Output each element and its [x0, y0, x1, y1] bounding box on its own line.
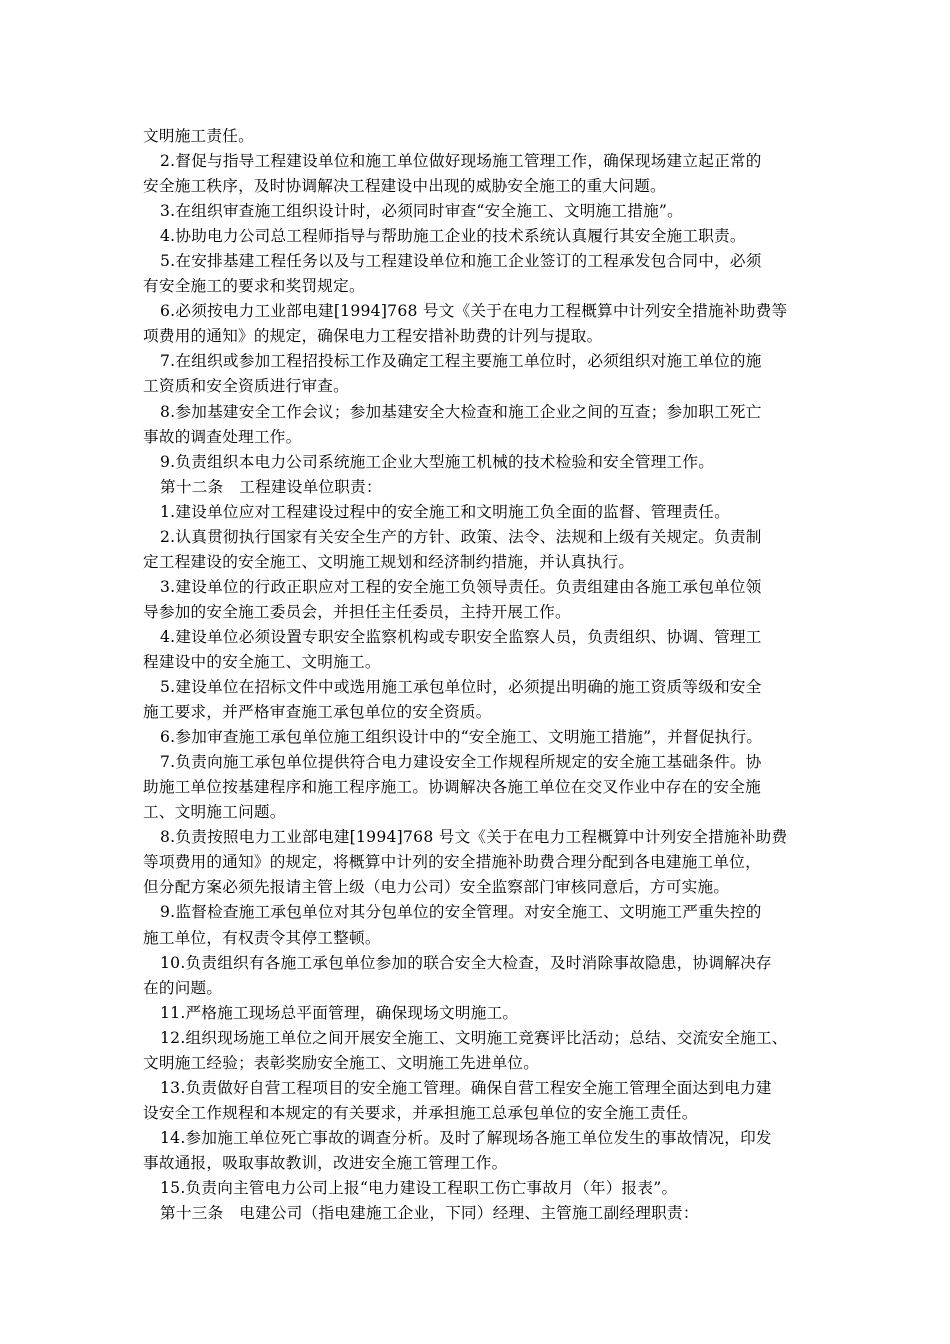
text-line: 3.建设单位的行政正职应对工程的安全施工负领导责任。负责组建由各施工承包单位领	[160, 577, 762, 596]
text-line: 工、文明施工问题。	[143, 803, 286, 822]
text-line: 文明施工责任。	[143, 127, 254, 145]
text-line: 施工要求，并严格审查施工承包单位的安全资质。	[143, 703, 492, 722]
text-line: 事故通报，吸取事故教训，改进安全施工管理工作。	[143, 1153, 508, 1172]
text-line: 助施工单位按基建程序和施工程序施工。协调解决各施工单位在交叉作业中存在的安全施	[143, 778, 761, 797]
text-line: 9.负责组织本电力公司系统施工企业大型施工机械的技术检验和安全管理工作。	[160, 452, 715, 471]
text-line: 等项费用的通知》的规定，将概算中计列的安全措施补助费合理分配到各电建施工单位，	[143, 853, 761, 872]
text-line: 12.组织现场施工单位之间开展安全施工、文明施工竞赛评比活动；总结、交流安全施工、	[160, 1028, 788, 1047]
text-line: 第十二条 工程建设单位职责：	[160, 477, 382, 496]
text-line: 施工单位，有权责令其停工整顿。	[143, 928, 381, 947]
text-line: 8.负责按照电力工业部电建[1994]768 号文《关于在电力工程概算中计列安全措施补助费	[160, 828, 788, 847]
text-line: 工资质和安全资质进行审查。	[143, 377, 349, 396]
text-line: 6.参加审查施工承包单位施工组织设计中的“安全施工、文明施工措施”，并督促执行。	[160, 728, 763, 747]
text-line: 3.在组织审查施工组织设计时，必须同时审查“安全施工、文明施工措施”。	[160, 202, 683, 221]
text-line: 但分配方案必须先报请主管上级（电力公司）安全监察部门审核同意后，方可实施。	[143, 878, 730, 897]
text-line: 14.参加施工单位死亡事故的调查分析。及时了解现场各施工单位发生的事故情况，印发	[160, 1128, 772, 1147]
text-line: 在的问题。	[143, 978, 223, 997]
text-line: 文明施工经验；表彰奖励安全施工、文明施工先进单位。	[143, 1053, 540, 1072]
text-line: 11.严格施工现场总平面管理，确保现场文明施工。	[160, 1003, 519, 1022]
text-line: 6.必须按电力工业部电建[1994]768 号文《关于在电力工程概算中计列安全措施补助费等	[160, 302, 788, 321]
text-line: 4.协助电力公司总工程师指导与帮助施工企业的技术系统认真履行其安全施工职责。	[160, 227, 746, 246]
text-line: 7.在组织或参加工程招投标工作及确定工程主要施工单位时，必须组织对施工单位的施	[160, 352, 762, 371]
text-line: 7.负责向施工承包单位提供符合电力建设安全工作规程所规定的安全施工基础条件。协	[160, 753, 762, 772]
text-line: 有安全施工的要求和奖罚规定。	[143, 277, 365, 296]
text-line: 程建设中的安全施工、文明施工。	[143, 652, 381, 671]
text-line: 10.负责组织有各施工承包单位参加的联合安全大检查，及时消除事故隐患，协调解决存	[160, 953, 772, 972]
text-line: 2.认真贯彻执行国家有关安全生产的方针、政策、法令、法规和上级有关规定。负责制	[160, 527, 762, 546]
text-line: 4.建设单位必须设置专职安全监察机构或专职安全监察人员，负责组织、协调、管理工	[160, 627, 762, 646]
document-page	[143, 124, 815, 1226]
text-line: 事故的调查处理工作。	[143, 427, 302, 446]
text-line: 项费用的通知》的规定，确保电力工程安措补助费的计列与提取。	[143, 327, 603, 346]
text-line: 8.参加基建安全工作会议；参加基建安全大检查和施工企业之间的互查；参加职工死亡	[160, 402, 762, 421]
text-line: 定工程建设的安全施工、文明施工规划和经济制约措施，并认真执行。	[143, 552, 635, 571]
text-line: 导参加的安全施工委员会，并担任主任委员，主持开展工作。	[143, 602, 571, 621]
text-line: 13.负责做好自营工程项目的安全施工管理。确保自营工程安全施工管理全面达到电力建	[160, 1078, 772, 1097]
text-line: 1.建设单位应对工程建设过程中的安全施工和文明施工负全面的监督、管理责任。	[160, 502, 730, 521]
text-line: 5.在安排基建工程任务以及与工程建设单位和施工企业签订的工程承发包合同中，必须	[160, 252, 762, 271]
text-line: 15.负责向主管电力公司上报“电力建设工程职工伤亡事故月（年）报表”。	[160, 1178, 678, 1197]
text-line: 5.建设单位在招标文件中或选用施工承包单位时，必须提出明确的施工资质等级和安全	[160, 678, 762, 697]
text-line: 安全施工秩序，及时协调解决工程建设中出现的威胁安全施工的重大问题。	[143, 177, 666, 196]
text-line: 9.监督检查施工承包单位对其分包单位的安全管理。对安全施工、文明施工严重失控的	[160, 903, 762, 922]
text-line: 设安全工作规程和本规定的有关要求，并承担施工总承包单位的安全施工责任。	[143, 1103, 698, 1122]
text-line: 2.督促与指导工程建设单位和施工单位做好现场施工管理工作，确保现场建立起正常的	[160, 152, 762, 171]
text-line: 第十三条 电建公司（指电建施工企业，下同）经理、主管施工副经理职责：	[160, 1204, 699, 1223]
